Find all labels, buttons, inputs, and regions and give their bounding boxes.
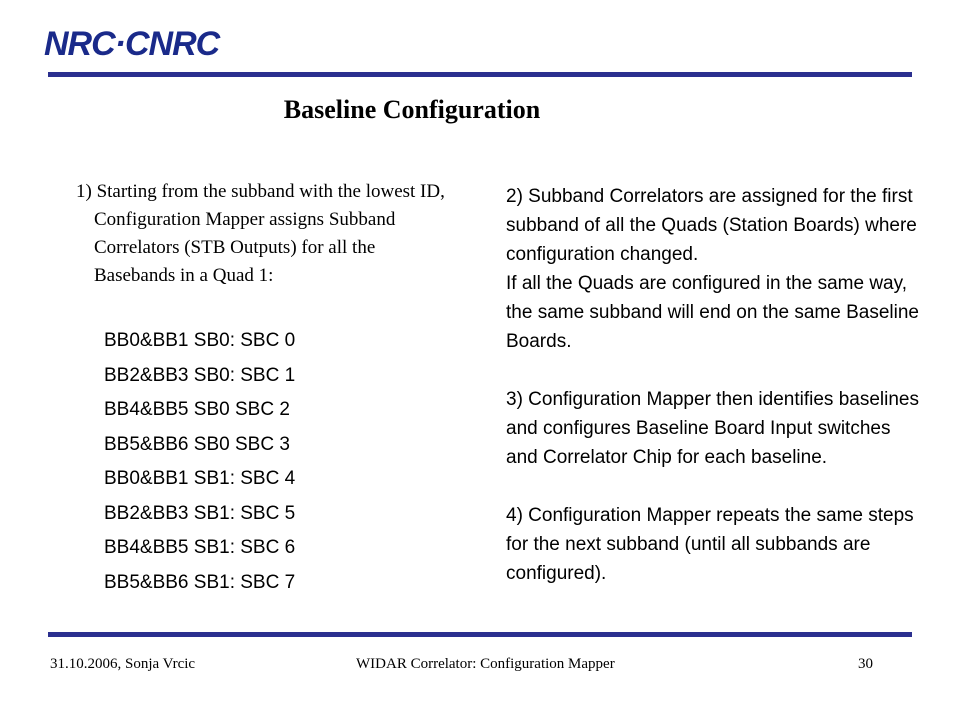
- assignment-item: BB5&BB6 SB0 SBC 3: [104, 433, 290, 455]
- nrc-cnrc-logo: NRC·CNRC: [44, 25, 220, 63]
- footer-document-title: WIDAR Correlator: Configuration Mapper: [356, 656, 615, 672]
- assignment-item: BB2&BB3 SB1: SBC 5: [104, 502, 296, 524]
- subband-assignment-list: [104, 324, 295, 600]
- step-3-text: 3) Configuration Mapper then identifies baselines and configures Baseline Board Input switches and Correlator Chip for each baseline.: [506, 389, 919, 468]
- page-number: 30: [858, 656, 873, 672]
- assignment-item: BB0&BB1 SB1: SBC 4: [104, 468, 296, 489]
- assignment-item: BB0&BB1 SB0: SBC 0: [104, 330, 296, 351]
- assignment-item: BB2&BB3 SB0: SBC 1: [104, 364, 296, 386]
- step-2-text: 2) Subband Correlators are assigned for the first subband of all the Quads (Station Boards) where configuration changed.: [506, 186, 917, 265]
- slide-title: Baseline Configuration: [283, 95, 541, 124]
- assignment-item: BB4&BB5 SB0 SBC 2: [104, 399, 290, 420]
- footer-date-author: 31.10.2006, Sonja Vrcic: [50, 656, 196, 672]
- step-2-note: If all the Quads are configured in the same way, the same subband will end on the same Baseline Boards.: [506, 273, 919, 352]
- footer-rule: [48, 632, 912, 637]
- step-4-text: 4) Configuration Mapper repeats the same steps for the next subband (until all subbands are configured).: [506, 505, 914, 584]
- assignment-item: BB4&BB5 SB1: SBC 6: [104, 537, 296, 558]
- header-rule: [48, 72, 912, 77]
- right-column: [506, 182, 926, 588]
- step-1-text: 1) Starting from the subband with the lowest ID, Configuration Mapper assigns Subband Correlators (STB Outputs) for all the Basebands in a Quad 1:: [76, 181, 445, 286]
- assignment-item: BB5&BB6 SB1: SBC 7: [104, 571, 296, 593]
